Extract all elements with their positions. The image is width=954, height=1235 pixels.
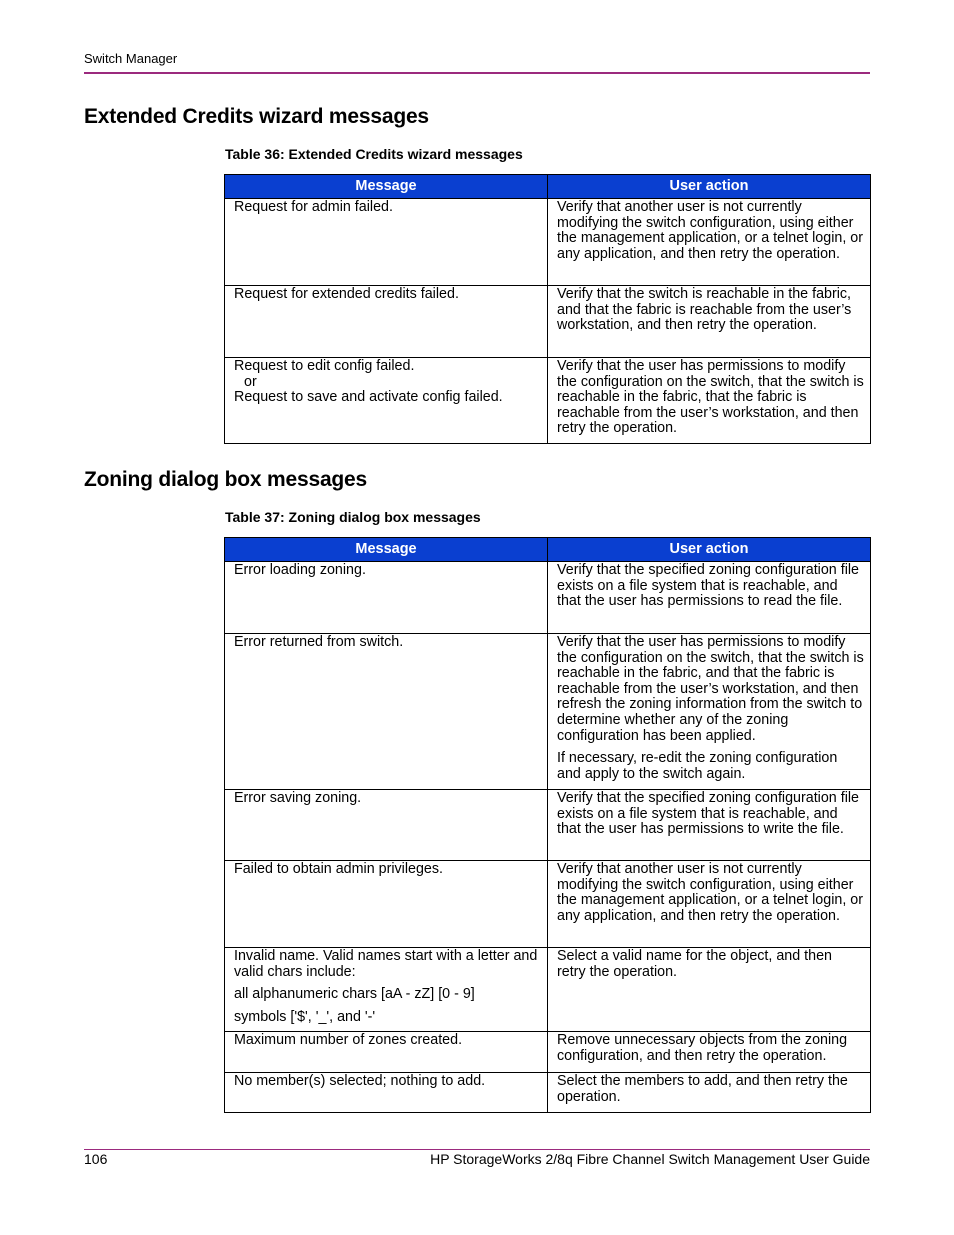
message-text: Request to save and activate config failed. [234, 389, 503, 406]
user-action-cell [548, 790, 871, 861]
table-row [225, 790, 871, 861]
user-action-text: Verify that the specified zoning configuration file exists on a file system that is reachable, and that the user has permissions to read the file. [557, 562, 860, 610]
message-text: Request to edit config failed. [234, 358, 415, 374]
user-action-text: Verify that the user has permissions to modify the configuration on the switch, that the switch is reachable in the fabric, that the fabric is reachable from the user’s workstation, and then retry the operation. [557, 358, 864, 437]
message-text: Request for extended credits failed. [234, 286, 459, 302]
user-action-cell [548, 948, 871, 1032]
table-row [225, 634, 871, 790]
table-header-row [225, 175, 871, 199]
message-text: all alphanumeric chars [aA - zZ] [0 - 9] [234, 986, 475, 1003]
running-header: Switch Manager [84, 51, 178, 66]
message-text: Failed to obtain admin privileges. [234, 861, 444, 877]
table-row [225, 286, 871, 358]
user-action-text: Select a valid name for the object, and then retry the operation. [557, 948, 832, 980]
user-action-cell [548, 286, 871, 358]
table-row [225, 358, 871, 444]
table-row [225, 1032, 871, 1073]
message-text: Error returned from switch. [234, 634, 404, 650]
zoning-messages-table [224, 537, 871, 1113]
extended-credits-table [224, 174, 871, 444]
message-cell [225, 562, 548, 634]
table-36-caption: Table 36: Extended Credits wizard messages [225, 146, 523, 162]
message-cell [225, 199, 548, 286]
user-action-cell [548, 199, 871, 286]
message-text: Error saving zoning. [234, 790, 362, 806]
page-number: 106 [84, 1151, 108, 1167]
user-action-cell [548, 1073, 871, 1113]
column-header-message: Message [225, 175, 548, 199]
table-row [225, 948, 871, 1032]
column-header-user-action: User action [548, 175, 871, 199]
user-action-text: Select the members to add, and then retry the operation. [557, 1073, 848, 1105]
message-cell [225, 634, 548, 790]
user-action-text: Verify that the specified zoning configuration file exists on a file system that is reachable, and that the user has permissions to write the file. [557, 790, 860, 838]
user-action-text: Verify that the user has permissions to modify the configuration on the switch, that the switch is reachable in the fabric, and that the fabric is reachable from the user’s workstation, and then refresh the zoning information from the switch to determine whether any of the zoning configuration has been applied. [557, 634, 864, 744]
user-action-text: Remove unnecessary objects from the zoning configuration, and then retry the operation. [557, 1032, 848, 1064]
message-cell [225, 358, 548, 444]
table-row [225, 199, 871, 286]
table-37-caption: Table 37: Zoning dialog box messages [225, 509, 481, 525]
footer-rule [84, 1149, 870, 1150]
user-action-text: If necessary, re-edit the zoning configuration and apply to the switch again. [557, 750, 838, 782]
message-text: Invalid name. Valid names start with a letter and valid chars include: [234, 948, 538, 980]
column-header-user-action: User action [548, 538, 871, 562]
message-cell [225, 1032, 548, 1073]
user-action-cell [548, 634, 871, 790]
message-text: symbols ['$', '_', and '-' [234, 1008, 376, 1025]
table-row [225, 562, 871, 634]
message-cell [225, 861, 548, 948]
table-row [225, 861, 871, 948]
user-action-cell [548, 1032, 871, 1073]
message-cell [225, 1073, 548, 1113]
table-row [225, 1073, 871, 1113]
message-text: No member(s) selected; nothing to add. [234, 1073, 486, 1090]
table-header-row [225, 538, 871, 562]
message-text: Error loading zoning. [234, 562, 366, 578]
message-cell [225, 948, 548, 1032]
section-heading-extended-credits: Extended Credits wizard messages [84, 105, 429, 128]
user-action-text: Verify that another user is not currently modifying the switch configuration, using either the management application, or a telnet login, or any application, and then retry the operation. [557, 861, 863, 924]
user-action-cell [548, 562, 871, 634]
message-text: Maximum number of zones created. [234, 1032, 463, 1049]
user-action-text: Verify that the switch is reachable in the fabric, and that the fabric is reachable from the user’s workstation, and then retry the operation. [557, 286, 852, 334]
section-heading-zoning: Zoning dialog box messages [84, 468, 368, 491]
header-rule [84, 72, 870, 74]
guide-title: HP StorageWorks 2/8q Fibre Channel Switch Management User Guide [430, 1151, 870, 1167]
message-cell [225, 286, 548, 358]
message-text-or: or [244, 373, 257, 390]
user-action-cell [548, 861, 871, 948]
message-cell [225, 790, 548, 861]
column-header-message: Message [225, 538, 548, 562]
user-action-cell [548, 358, 871, 444]
user-action-text: Verify that another user is not currently modifying the switch configuration, using either the management application, or a telnet login, or any application, and then retry the operation. [557, 199, 863, 262]
message-text: Request for admin failed. [234, 199, 393, 215]
